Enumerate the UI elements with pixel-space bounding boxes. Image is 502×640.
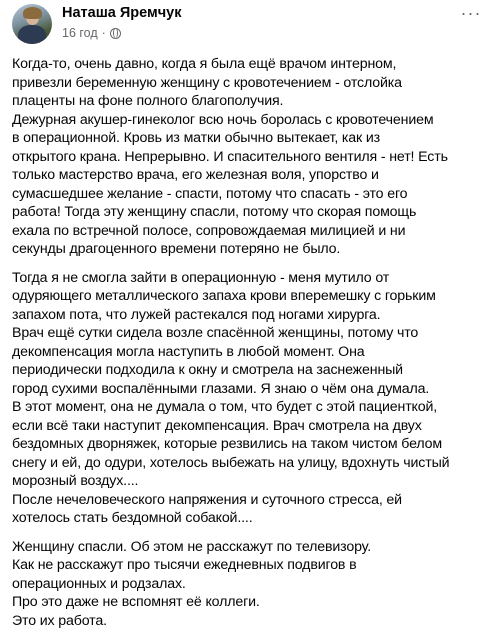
post-header	[12, 4, 492, 44]
text-line: морозный воздух....	[12, 473, 139, 489]
author-name[interactable]: Наташа Яремчук	[62, 5, 182, 21]
avatar-figure-body	[18, 25, 46, 44]
post-paragraph	[12, 55, 500, 259]
text-line: работа! Тогда эту женщину спасли, потому что скорая помощь	[12, 204, 417, 220]
text-line: ехала по встречной полосе, сопровождаемая милицией и ни	[12, 222, 406, 239]
avatar-figure-hair	[23, 7, 42, 19]
text-line: Это их работа.	[12, 612, 107, 629]
text-line: снегу и ей, до одури, хотелось выбежать на улицу, вдохнуть чистый	[12, 454, 450, 471]
text-line: если всё таки наступит декомпенсация. Врач смотрела на двух	[12, 417, 422, 434]
text-line: Как не расскажут про тысячи ежедневных подвигов в	[12, 557, 357, 573]
more-options-icon[interactable]: ···	[460, 3, 482, 23]
text-line: секунды драгоценного времени потеряно не было.	[12, 241, 341, 257]
text-line: город сухими воспалёнными глазами. Я знаю о чём она думала.	[12, 380, 430, 397]
text-line: открытого крана. Непрерывно. И спасительного вентиля - нет! Есть	[12, 148, 448, 165]
text-line: в операционной. Кровь из матки обычно вытекает, как из	[12, 130, 380, 146]
post-timestamp[interactable]: 16 год	[62, 26, 98, 40]
globe-icon[interactable]	[110, 28, 121, 39]
text-line: хотелось стать бездомной собакой....	[12, 510, 253, 526]
text-line: бездомных дворняжек, которые резвились на таком чистом белом	[12, 436, 442, 452]
text-line: декомпенсация могла наступить в любой момент. Она	[12, 343, 365, 360]
text-line: После нечеловеческого напряжения и суточного стресса, ей	[12, 491, 402, 508]
post-meta	[62, 26, 121, 40]
text-line: сумасшедшее желание - спасти, потому что спасать - это его	[12, 185, 408, 202]
text-line: привезли беременную женщину с кровотечением - отслойка	[12, 74, 402, 91]
text-line: Когда-то, очень давно, когда я была ещё врачом интерном,	[12, 56, 397, 72]
text-line: Женщину спасли. Об этом не расскажут по телевизору.	[12, 538, 371, 555]
text-line: одуряющего металлического запаха крови вперемешку с горьким	[12, 288, 436, 304]
post-text	[12, 55, 500, 640]
post-paragraph	[12, 269, 500, 528]
text-line: плаценты на фоне полного благополучия.	[12, 93, 284, 109]
text-line: запахом пота, что лужей растекался под ногами хирурга.	[12, 306, 381, 323]
text-line: Про это даже не вспомнят её коллеги.	[12, 594, 260, 610]
text-line: операционных и родзалах.	[12, 575, 186, 592]
text-line: Тогда я не смогла зайти в операционную - меня мутило от	[12, 269, 390, 286]
text-line: В этот момент, она не думала о том, что будет с этой пациенткой,	[12, 399, 438, 415]
author-avatar[interactable]	[12, 4, 52, 44]
text-line: только мастерство врача, его железная воля, упорство и	[12, 167, 379, 183]
post-paragraph	[12, 538, 500, 631]
text-line: Дежурная акушер-гинеколог всю ночь боролась с кровотечением	[12, 111, 434, 128]
text-line: Врач ещё сутки сидела возле спасённой женщины, потому что	[12, 325, 419, 341]
text-line: периодически подходила к окну и смотрела на заснеженный	[12, 362, 403, 378]
meta-separator: ·	[101, 26, 106, 40]
